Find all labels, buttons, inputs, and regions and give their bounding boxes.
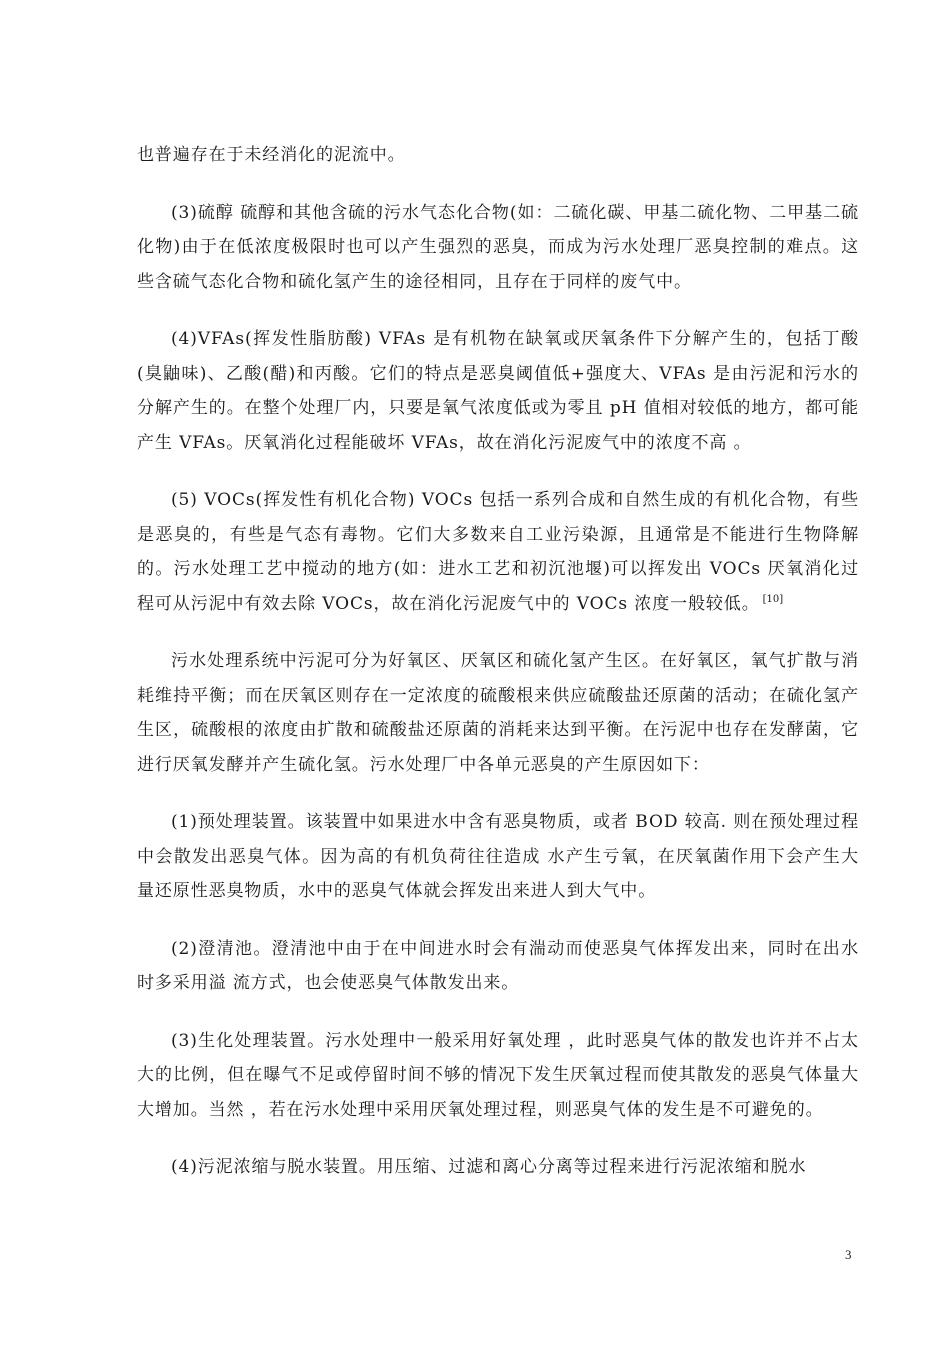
paragraph-vocs bbox=[137, 483, 859, 621]
paragraph-continuation: 也普遍存在于未经消化的泥流中。 bbox=[137, 145, 406, 165]
paragraph-vfas: (4)VFAs(挥发性脂肪酸) VFAs 是有机物在缺氧或厌氧条件下分解产生的，包括丁酸(臭鼬味)、乙酸(醋)和丙酸。它们的特点是恶臭阈值低+强度大、VFAs 是由污泥和污水的分解产生的。在整个处理厂内，只要是氧气浓度低或为零且 pH 值相对较低的地方，都可能产生 VFAs。厌氧消化过程能破坏 VFAs，故在消化污泥废气中的浓度不高 。 bbox=[137, 329, 859, 453]
citation-ref: [10] bbox=[762, 593, 784, 605]
paragraph-clarifier: (2)澄清池。澄清池中由于在中间进水时会有湍动而使恶臭气体挥发出来，同时在出水时多采用溢 流方式，也会使恶臭气体散发出来。 bbox=[137, 938, 859, 993]
page-number: 3 bbox=[845, 1247, 852, 1262]
body-text bbox=[137, 138, 859, 1208]
paragraph-pretreatment: (1)预处理装置。该装置中如果进水中含有恶臭物质，或者 BOD 较高. 则在预处理过程中会散发出恶臭气体。因为高的有机负荷往往造成 水产生亏氧，在厌氧菌作用下会产生大量还原性恶臭物质，水中的恶臭气体就会挥发出来进人到大气中。 bbox=[137, 812, 859, 901]
paragraph-sludge-thickening: (4)污泥浓缩与脱水装置。用压缩、过滤和离心分离等过程来进行污泥浓缩和脱水 bbox=[171, 1157, 807, 1177]
paragraph-vocs-text: (5) VOCs(挥发性有机化合物) VOCs 包括一系列合成和自然生成的有机化合物，有些是恶臭的，有些是气态有毒物。它们大多数来自工业污染源，且通常是不能进行生物降解的。污水处理工艺中搅动的地方(如：进水工艺和初沉池堰)可以挥发出 VOCs 厌氧消化过程可从污泥中有效去除 VOCs，故在消化污泥废气中的 VOCs 浓度一般较低。 bbox=[137, 490, 859, 614]
paragraph-thiols: (3)硫醇 硫醇和其他含硫的污水气态化合物(如：二硫化碳、甲基二硫化物、二甲基二硫化物)由于在低浓度极限时也可以产生强烈的恶臭，而成为污水处理厂恶臭控制的难点。这些含硫气态化合物和硫化氢产生的途径相同，且存在于同样的废气中。 bbox=[137, 202, 859, 292]
paragraph-sludge-zones: 污水处理系统中污泥可分为好氧区、厌氧区和硫化氢产生区。在好氧区，氧气扩散与消耗维持平衡；而在厌氧区则存在一定浓度的硫酸根来供应硫酸盐还原菌的活动；在硫化氢产生区，硫酸根的浓度由扩散和硫酸盐还原菌的消耗来达到平衡。在污泥中也存在发酵菌，它进行厌氧发酵并产生硫化氢。污水处理厂中各单元恶臭的产生原因如下： bbox=[137, 651, 859, 775]
paragraph-biological: (3)生化处理装置。污水处理中一般采用好氧处理 ，此时恶臭气体的散发也许并不占太大的比例，但在曝气不足或停留时间不够的情况下发生厌氧过程而使其散发的恶臭气体量大大增加。当然 ，若在污水处理中采用厌氧处理过程，则恶臭气体的发生是不可避免的。 bbox=[137, 1030, 859, 1120]
